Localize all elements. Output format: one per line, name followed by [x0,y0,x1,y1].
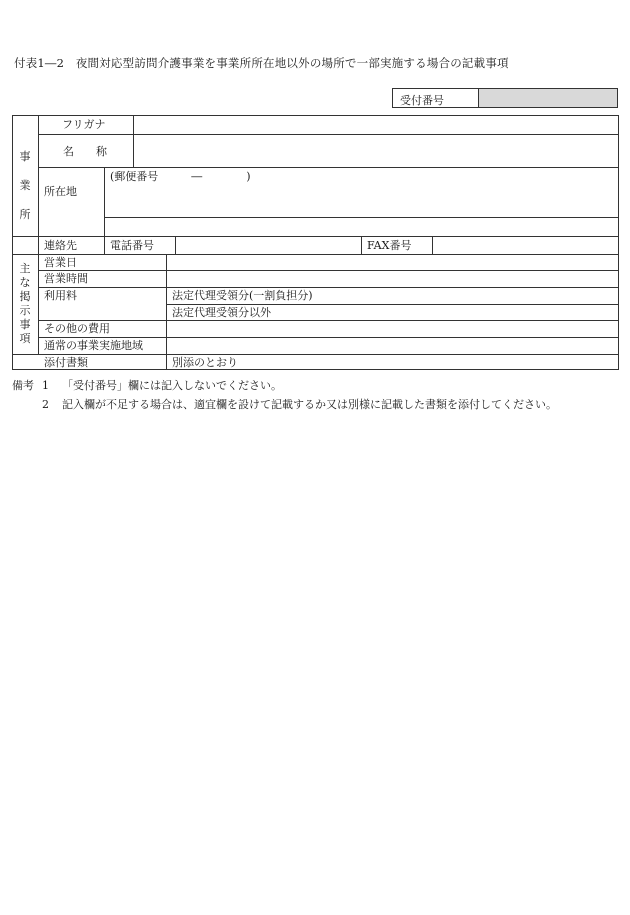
note-number: 1 [42,379,49,392]
items-section-label-3: 掲 [19,290,31,303]
furigana-label: フリガナ [62,118,106,131]
name-label: 名 称 [63,145,107,158]
note-item-2 [12,395,557,414]
items-section-label-2: な [19,276,31,289]
items-section-label-1: 主 [19,262,31,275]
address-label: 所在地 [44,185,77,198]
attachment-value: 別添のとおり [172,356,238,369]
phone-label: 電話番号 [110,239,154,252]
office-section-label-2: 業 [19,179,31,192]
receipt-number-field[interactable] [479,89,617,107]
other-costs-label: その他の費用 [44,322,110,335]
business-days-label: 営業日 [44,256,77,269]
note-item-1 [12,376,557,395]
business-days-field[interactable] [167,255,618,270]
contact-label: 連絡先 [44,239,77,252]
items-section-label-5: 事 [19,318,31,331]
fax-field[interactable] [433,237,618,254]
items-section-label-4: 示 [19,304,31,317]
note-number: 2 [42,398,49,411]
items-section-label-6: 項 [19,332,31,345]
office-section-label-3: 所 [19,208,31,221]
fee-legal-1-label: 法定代理受領分(一割負担分) [172,289,313,302]
fees-label: 利用料 [44,289,77,302]
address-extra-field[interactable] [105,218,618,236]
business-hours-field[interactable] [167,271,618,287]
receipt-number-box [392,88,618,108]
page-title: 付表1―2 夜間対応型訪問介護事業を事業所所在地以外の場所で一部実施する場合の記載事項 [14,56,509,70]
business-hours-label: 営業時間 [44,272,88,285]
attachment-label: 添付書類 [44,356,88,369]
note-text: 記入欄が不足する場合は、適宜欄を設けて記載するか又は別様に記載した書類を添付してください。 [62,398,557,411]
postal-code-line[interactable]: (郵便番号 ― ) [110,170,251,183]
service-area-field[interactable] [167,338,618,354]
notes [12,376,557,414]
receipt-number-label: 受付番号 [393,89,479,107]
office-section-label-1: 事 [19,150,31,163]
notes-key: 備考 [12,379,34,392]
phone-field[interactable] [176,237,361,254]
furigana-field[interactable] [134,116,618,134]
other-costs-field[interactable] [167,321,618,337]
fax-label: FAX番号 [367,239,412,252]
fee-legal-other-label: 法定代理受領分以外 [172,306,271,319]
service-area-label: 通常の事業実施地域 [44,339,143,352]
name-field[interactable] [134,135,618,167]
note-text: 「受付番号」欄には記入しないでください。 [62,379,282,392]
